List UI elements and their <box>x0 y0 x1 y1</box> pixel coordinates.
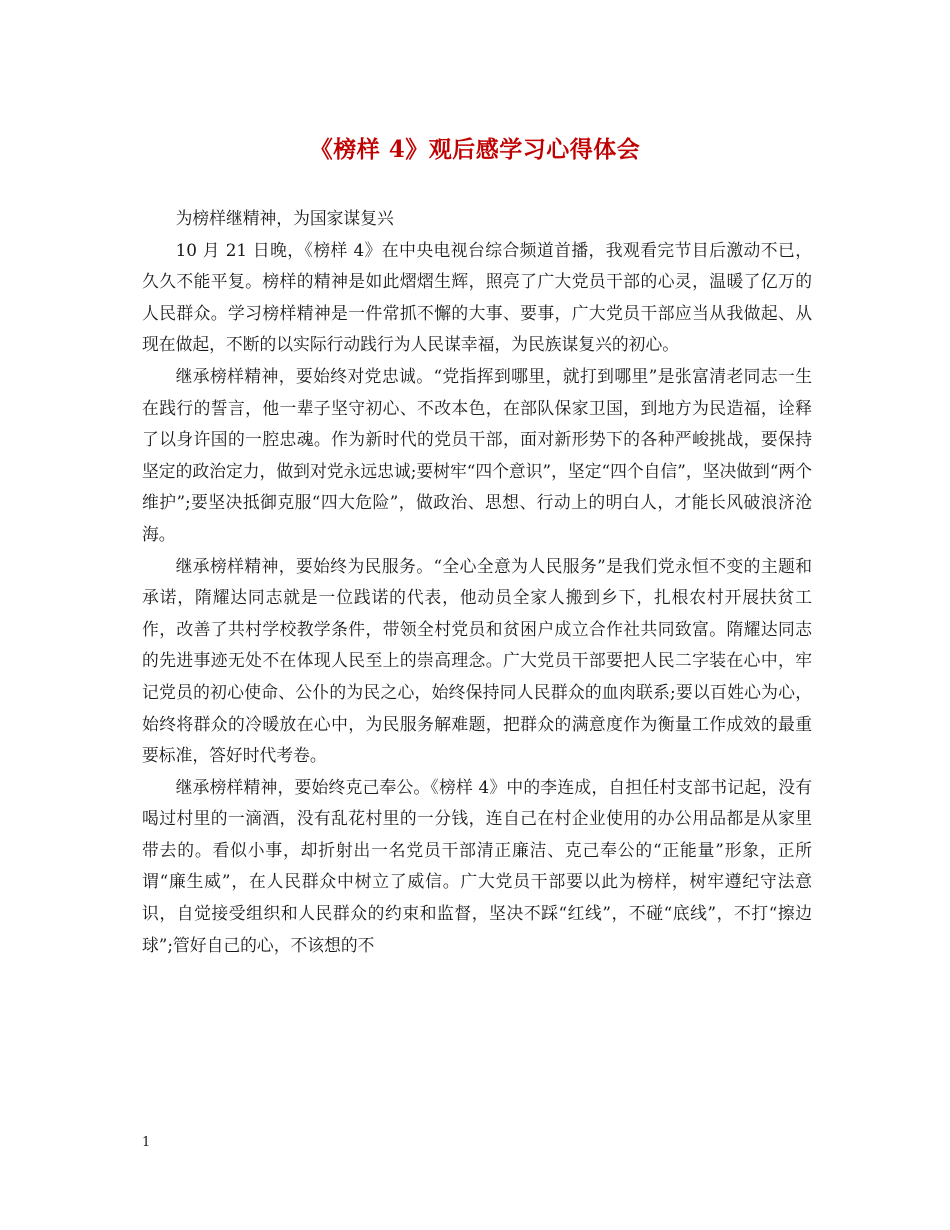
paragraph-integrity: 继承榜样精神，要始终克己奉公。《榜样 4》中的李连成，自担任村支部书记起，没有喝过村里的一滴酒，没有乱花村里的一分钱，连自己在村企业使用的办公用品都是从家里带去的。看似小事，却折射出一名党员干部清正廉洁、克己奉公的“正能量”形象，正所谓“廉生威”，在人民群众中树立了威信。广大党员干部要以此为榜样，树牢遵纪守法意识，自觉接受组织和人民群众的约束和监督，坚决不踩“红线”，不碰“底线”，不打“擦边球”;管好自己的心，不该想的不 <box>142 776 812 955</box>
paragraph-subtitle: 为榜样继精神，为国家谋复兴 <box>175 208 394 228</box>
paragraph-service: 继承榜样精神，要始终为民服务。“全心全意为人民服务”是我们党永恒不变的主题和承诺，隋耀达同志就是一位践诺的代表，他动员全家人搬到乡下，扎根农村开展扶贫工作，改善了共村学校教学条件，带领全村党员和贫困户成立合作社共同致富。隋耀达同志的先进事迹无处不在体现人民至上的崇高理念。广大党员干部要把人民二字装在心中，牢记党员的初心使命、公仆的为民之心，始终保持同人民群众的血肉联系;要以百姓心为心，始终将群众的冷暖放在心中，为民服务解难题，把群众的满意度作为衡量工作成效的最重要标准，答好时代考卷。 <box>142 555 812 766</box>
paragraph-loyalty: 继承榜样精神，要始终对党忠诚。“党指挥到哪里，就打到哪里”是张富清老同志一生在践行的誓言，他一辈子坚守初心、不改本色，在部队保家卫国，到地方为民造福，诠释了以身许国的一腔忠魂。作为新时代的党员干部，面对新形势下的各种严峻挑战，要保持坚定的政治定力，做到对党永远忠诚;要树牢“四个意识”，坚定“四个自信”，坚决做到“两个维护”;要坚决抵御克服“四大危险”，做政治、思想、行动上的明白人，才能长风破浪济沧海。 <box>142 365 812 544</box>
page-number: 1 <box>142 1135 151 1150</box>
paragraph-intro: 10 月 21 日晚，《榜样 4》在中央电视台综合频道首播，我观看完节目后激动不已，久久不能平复。榜样的精神是如此熠熠生辉，照亮了广大党员干部的心灵，温暖了亿万的人民群众。学习榜样精神是一件常抓不懈的大事、要事，广大党员干部应当从我做起、从现在做起，不断的以实际行动践行为人民谋幸福，为民族谋复兴的初心。 <box>142 239 812 355</box>
document-title: 《榜样 4》观后感学习心得体会 <box>309 136 641 163</box>
document-body <box>142 203 812 961</box>
